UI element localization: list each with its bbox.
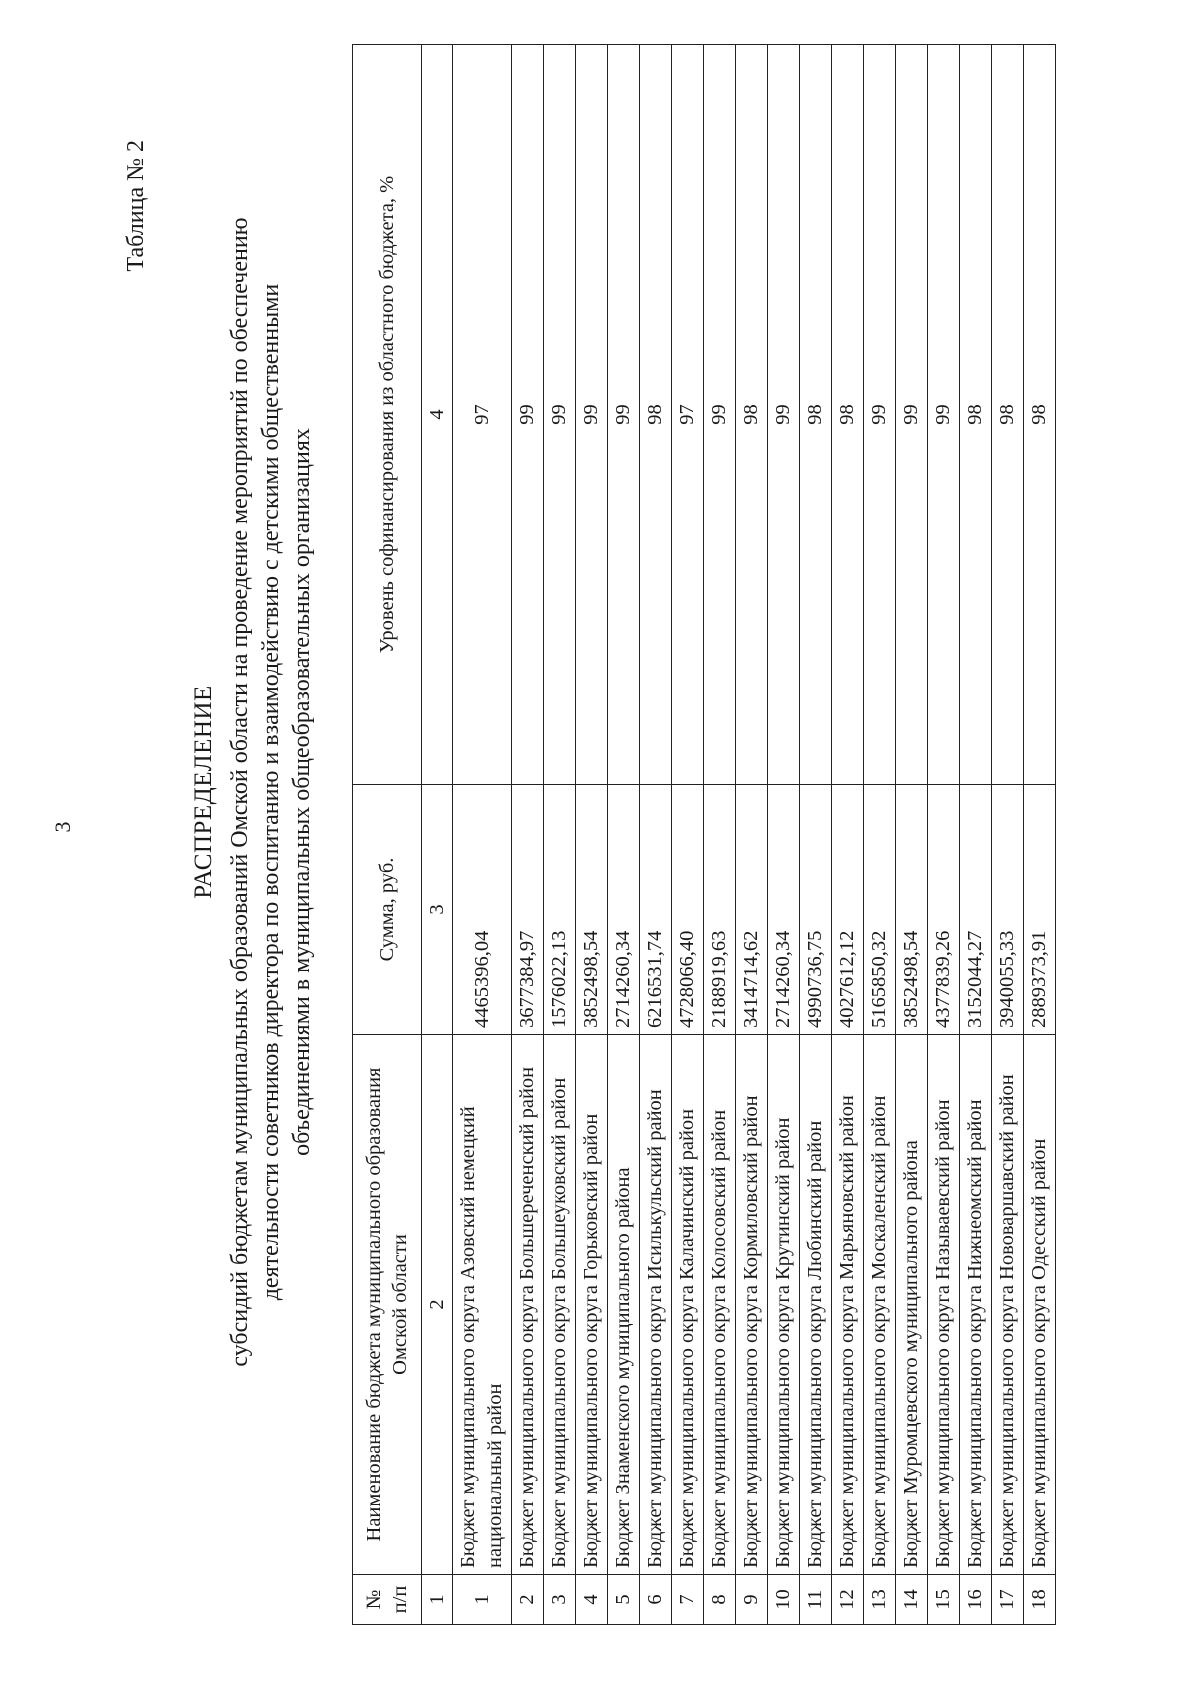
row-name: Бюджет муниципального округа Нижнеомский район (960, 1035, 992, 1575)
table-label: Таблица № 2 (123, 140, 149, 272)
table-row (896, 45, 928, 1625)
row-level: 97 (453, 45, 512, 785)
table-row (453, 45, 512, 1625)
row-number: 10 (768, 1575, 800, 1625)
row-name: Бюджет муниципального округа Колосовский район (704, 1035, 736, 1575)
row-sum: 4728066,40 (672, 785, 704, 1035)
table-row (512, 45, 544, 1625)
row-name: Бюджет муниципального округа Большеуковский район (544, 1035, 576, 1575)
header-sum: Сумма, руб. (353, 785, 422, 1035)
row-sum: 5165850,32 (864, 785, 896, 1035)
row-sum: 2188919,63 (704, 785, 736, 1035)
row-sum: 3152044,27 (960, 785, 992, 1035)
column-number-row (422, 45, 453, 1625)
row-number: 3 (544, 1575, 576, 1625)
table-row (544, 45, 576, 1625)
row-name: Бюджет муниципального округа Исилькульский район (640, 1035, 672, 1575)
table-row (832, 45, 864, 1625)
row-sum: 4027612,12 (832, 785, 864, 1035)
row-name: Бюджет муниципального округа Называевский район (928, 1035, 960, 1575)
row-number: 13 (864, 1575, 896, 1625)
column-number: 2 (422, 1035, 453, 1575)
row-number: 8 (704, 1575, 736, 1625)
subtitle-line: деятельности советников директора по воспитанию и взаимодействию с детскими общественными (258, 283, 284, 1301)
row-number: 1 (453, 1575, 512, 1625)
distribution-table (352, 44, 1056, 1625)
table-row (640, 45, 672, 1625)
row-sum: 4990736,75 (800, 785, 832, 1035)
row-number: 14 (896, 1575, 928, 1625)
row-name: Бюджет муниципального округа Одесский район (1024, 1035, 1056, 1575)
header-level: Уровень софинансирования из областного бюджета, % (353, 45, 422, 785)
table-row (1024, 45, 1056, 1625)
row-name: Бюджет муниципального округа Крутинский район (768, 1035, 800, 1575)
row-level: 99 (768, 45, 800, 785)
row-level: 99 (576, 45, 608, 785)
row-number: 16 (960, 1575, 992, 1625)
page-number: 3 (50, 821, 75, 833)
column-number: 1 (422, 1575, 453, 1625)
row-name: Бюджет муниципального округа Любинский район (800, 1035, 832, 1575)
row-number: 12 (832, 1575, 864, 1625)
table-header-row (353, 45, 422, 1625)
row-level: 99 (608, 45, 640, 785)
column-number: 3 (422, 785, 453, 1035)
row-level: 99 (704, 45, 736, 785)
row-sum: 4377839,26 (928, 785, 960, 1035)
row-level: 98 (1024, 45, 1056, 785)
row-sum: 2714260,34 (608, 785, 640, 1035)
table-row (800, 45, 832, 1625)
row-number: 15 (928, 1575, 960, 1625)
table-row (992, 45, 1024, 1625)
row-name: Бюджет муниципального округа Кормиловский район (736, 1035, 768, 1575)
row-name: Бюджет муниципального округа Москаленский район (864, 1035, 896, 1575)
row-level: 98 (992, 45, 1024, 785)
row-level: 99 (544, 45, 576, 785)
table-row (672, 45, 704, 1625)
table-row (736, 45, 768, 1625)
table-row (960, 45, 992, 1625)
row-sum: 6216531,74 (640, 785, 672, 1035)
row-level: 99 (512, 45, 544, 785)
column-number: 4 (422, 45, 453, 785)
table-row (608, 45, 640, 1625)
row-level: 98 (960, 45, 992, 785)
row-sum: 3940055,33 (992, 785, 1024, 1035)
table-row (704, 45, 736, 1625)
row-level: 98 (832, 45, 864, 785)
row-number: 17 (992, 1575, 1024, 1625)
row-sum: 3852498,54 (896, 785, 928, 1035)
table-row (576, 45, 608, 1625)
row-name: Бюджет Знаменского муниципального района (608, 1035, 640, 1575)
row-number: 5 (608, 1575, 640, 1625)
table-row (768, 45, 800, 1625)
row-number: 7 (672, 1575, 704, 1625)
header-name: Наименование бюджета муниципального образования Омской области (353, 1035, 422, 1575)
row-number: 2 (512, 1575, 544, 1625)
row-level: 98 (640, 45, 672, 785)
header-number: № п/п (353, 1575, 422, 1625)
row-sum: 3414714,62 (736, 785, 768, 1035)
row-level: 98 (800, 45, 832, 785)
row-level: 99 (864, 45, 896, 785)
row-level: 99 (896, 45, 928, 785)
row-sum: 2889373,91 (1024, 785, 1056, 1035)
row-number: 11 (800, 1575, 832, 1625)
row-name: Бюджет Муромцевского муниципального района (896, 1035, 928, 1575)
row-sum: 3677384,97 (512, 785, 544, 1035)
row-number: 6 (640, 1575, 672, 1625)
table-row (864, 45, 896, 1625)
row-sum: 2714260,34 (768, 785, 800, 1035)
row-sum: 3852498,54 (576, 785, 608, 1035)
row-sum: 1576022,13 (544, 785, 576, 1035)
row-name: Бюджет муниципального округа Калачинский район (672, 1035, 704, 1575)
row-number: 4 (576, 1575, 608, 1625)
document-subtitle (225, 92, 318, 1492)
row-name: Бюджет муниципального округа Марьяновский район (832, 1035, 864, 1575)
row-sum: 4465396,04 (453, 785, 512, 1035)
table-row (928, 45, 960, 1625)
subtitle-line: объединениями в муниципальных общеобразовательных организациях (289, 428, 315, 1156)
document-title: РАСПРЕДЕЛЕНИЕ (190, 685, 217, 899)
row-name: Бюджет муниципального округа Горьковский район (576, 1035, 608, 1575)
row-name: Бюджет муниципального округа Нововаршавский район (992, 1035, 1024, 1575)
row-level: 98 (736, 45, 768, 785)
subtitle-line: субсидий бюджетам муниципальных образований Омской области на проведение мероприятий по обеспечению (227, 217, 253, 1367)
table-body (453, 45, 1056, 1625)
row-number: 18 (1024, 1575, 1056, 1625)
row-name: Бюджет муниципального округа Большереченский район (512, 1035, 544, 1575)
row-level: 99 (928, 45, 960, 785)
row-number: 9 (736, 1575, 768, 1625)
row-level: 97 (672, 45, 704, 785)
row-name: Бюджет муниципального округа Азовский немецкий национальный район (453, 1035, 512, 1575)
